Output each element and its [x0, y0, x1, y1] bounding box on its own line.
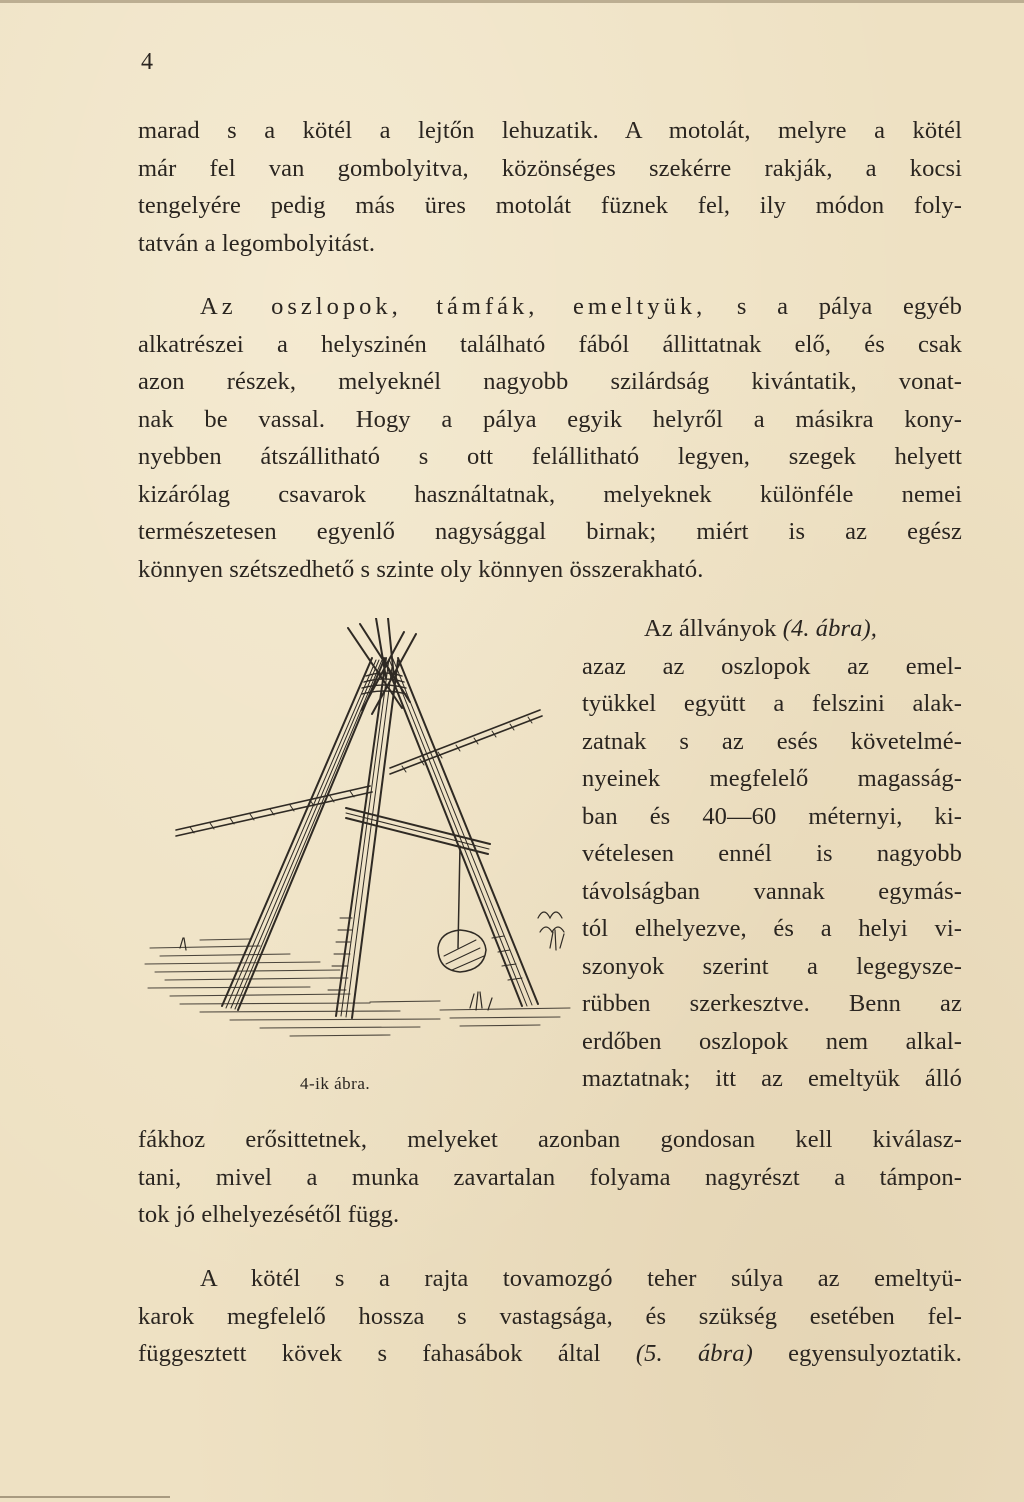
- text-line: tengelyére pedig más üres motolát füznek fel, ily módon foly-: [138, 192, 962, 219]
- text-line: karok megfelelő hossza s vastagsága, és szükség esetében fel-: [138, 1302, 962, 1330]
- page-top-edge: [0, 0, 1024, 3]
- text-line: azaz az oszlopok az emel-: [582, 652, 962, 680]
- paragraph-4: [138, 1121, 962, 1234]
- spaced-emphasis: Az oszlopok, támfák, emeltyük,: [200, 293, 707, 320]
- text-line: maztatnak; itt az emeltyük álló: [582, 1065, 962, 1092]
- figure-4-illustration: [140, 618, 580, 1068]
- central-post: [336, 658, 398, 1018]
- text-line: rübben szerkesztve. Benn az: [582, 990, 962, 1017]
- text-line: vételesen ennél is nagyobb: [582, 840, 962, 867]
- figure-caption: 4-ik ábra.: [300, 1074, 371, 1093]
- text-line: tok jó elhelyezésétől függ.: [138, 1201, 400, 1228]
- text-line: tani, mivel a munka zavartalan folyama nagyrészt a támpon-: [138, 1163, 962, 1191]
- paragraph-3: [582, 610, 962, 1098]
- text-line: ban és 40—60 méternyi, ki-: [582, 802, 962, 830]
- text-line: tól elhelyezve, és a helyi vi-: [582, 915, 962, 942]
- text-line: nyebben átszállitható s ott felállitható legyen, szegek helyett: [138, 443, 962, 470]
- text-segment: egyensulyoztatik.: [752, 1340, 962, 1367]
- text-line: A kötél s a rajta tovamozgó teher súlya az emeltyü-: [200, 1265, 962, 1292]
- text-line: kizárólag csavarok használtatnak, melyeknek különféle nemei: [138, 480, 962, 508]
- text-line: természetesen egyenlő nagysággal birnak; miért is az egész: [138, 518, 962, 545]
- text-line: [138, 1335, 962, 1373]
- text-line: azon részek, melyeknél nagyobb szilárdság kivántatik, vonat-: [138, 368, 962, 395]
- text-line: tyükkel együtt a felszini alak-: [582, 690, 962, 717]
- base-brush: [538, 912, 564, 932]
- right-leg: [384, 658, 538, 1006]
- text-line: nyeinek megfelelő magasság-: [582, 765, 962, 792]
- text-line: zatnak s az esés követelmé-: [582, 727, 962, 755]
- page-bottom-mark: [0, 1496, 170, 1498]
- paragraph-2: [138, 288, 962, 588]
- text-line: könnyen szétszedhető s szinte oly könnyen összerakható.: [138, 555, 704, 583]
- text-line: szonyok szerint a legegysze-: [582, 952, 962, 980]
- text-line: alkatrészei a helyszinén található fából állittatnak elő, és csak: [138, 330, 962, 358]
- text-segment: Az állványok: [644, 615, 783, 642]
- paragraph-5: [138, 1260, 962, 1373]
- hanging-weight: [438, 846, 486, 972]
- paragraph-1: [138, 112, 962, 262]
- page-number: 4: [141, 49, 153, 75]
- text-line: [138, 288, 962, 326]
- text-line: fákhoz erősittetnek, melyeket azonban gondosan kell kiválasz-: [138, 1126, 962, 1153]
- text-line: nak be vassal. Hogy a pálya egyik helyről a másikra kony-: [138, 405, 962, 433]
- text-segment: függesztett kövek s fahasábok által: [138, 1340, 636, 1367]
- cable-lower: [176, 786, 372, 836]
- text-line: távolságban vannak egymás-: [582, 877, 962, 905]
- text-line: tatván a legombolyitást.: [138, 229, 376, 257]
- figure-reference: (4. ábra),: [782, 615, 877, 642]
- figure-reference: (5. ábra): [635, 1340, 753, 1367]
- text-line: már fel van gombolyitva, közönséges szekérre rakják, a kocsi: [138, 154, 962, 182]
- text-line: [582, 610, 962, 648]
- text-line: marad s a kötél a lejtőn lehuzatik. A motolát, melyre a kötél: [138, 117, 962, 144]
- text-line: erdőben oszlopok nem alkal-: [582, 1027, 962, 1055]
- text-segment: s a pálya egyéb: [706, 293, 962, 320]
